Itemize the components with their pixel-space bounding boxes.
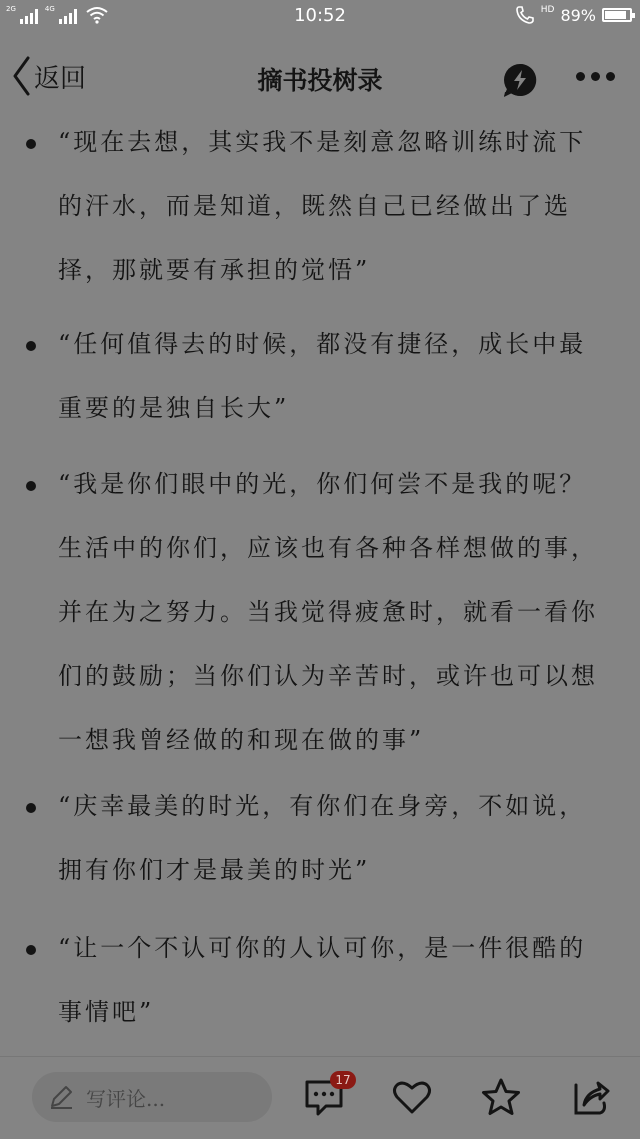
- favorite-button[interactable]: [481, 1077, 521, 1121]
- quote-text: “庆幸最美的时光，有你们在身旁，不如说，拥有你们才是最美的时光”: [58, 792, 587, 884]
- quote-item: [0, 312, 640, 440]
- share-icon: [570, 1077, 610, 1117]
- like-button[interactable]: [392, 1077, 432, 1121]
- status-bar: [0, 0, 640, 34]
- quote-item: [0, 916, 640, 1044]
- quote-item: [0, 110, 640, 302]
- status-right: [515, 5, 632, 25]
- network-type-2: 4G: [44, 5, 55, 13]
- quote-text: “现在去想，其实我不是刻意忽略训练时流下的汗水，而是知道，既然自己已经做出了选择，那就要有承担的觉悟”: [58, 128, 587, 284]
- share-button[interactable]: [570, 1077, 610, 1121]
- lightning-icon[interactable]: [502, 62, 538, 98]
- bullet: [26, 481, 36, 491]
- quote-item: [0, 774, 640, 902]
- battery-percent: 89%: [560, 5, 596, 25]
- more-menu-button[interactable]: [576, 72, 615, 81]
- star-icon: [481, 1077, 521, 1117]
- hd-indicator: HD: [540, 5, 555, 15]
- network-type-1: 2G: [6, 5, 16, 13]
- more-dot: [606, 72, 615, 81]
- back-label: 返回: [34, 63, 87, 94]
- comment-count-badge: 17: [330, 1071, 356, 1089]
- phone-icon: [515, 5, 535, 25]
- more-dot: [576, 72, 585, 81]
- quote-text: “让一个不认可你的人认可你，是一件很酷的事情吧”: [58, 934, 587, 1026]
- nav-bar: [0, 44, 640, 110]
- quote-text: “任何值得去的时候，都没有捷径，成长中最重要的是独自长大”: [58, 330, 587, 422]
- bullet: [26, 945, 36, 955]
- battery-icon: [602, 8, 632, 22]
- quote-item: [0, 452, 640, 772]
- quote-text: “我是你们眼中的光，你们何尝不是我的呢？生活中的你们，应该也有各种各样想做的事，并在为之努力。当我觉得疲惫时，就看一看你们的鼓励；当你们认为辛苦时，或许也可以想一想我曾经做的和现在做的事”: [58, 470, 598, 754]
- pencil-icon: [48, 1084, 74, 1110]
- clock: 10:52: [294, 5, 346, 26]
- page-title: 摘书投树录: [257, 66, 383, 95]
- bullet: [26, 803, 36, 813]
- more-dot: [591, 72, 600, 81]
- bullet: [26, 139, 36, 149]
- heart-icon: [392, 1077, 432, 1117]
- comment-placeholder: 写评论...: [86, 1086, 166, 1111]
- bullet: [26, 341, 36, 351]
- bottom-toolbar: [0, 1056, 640, 1139]
- comment-button[interactable]: [304, 1073, 351, 1121]
- comment-input[interactable]: [32, 1072, 272, 1122]
